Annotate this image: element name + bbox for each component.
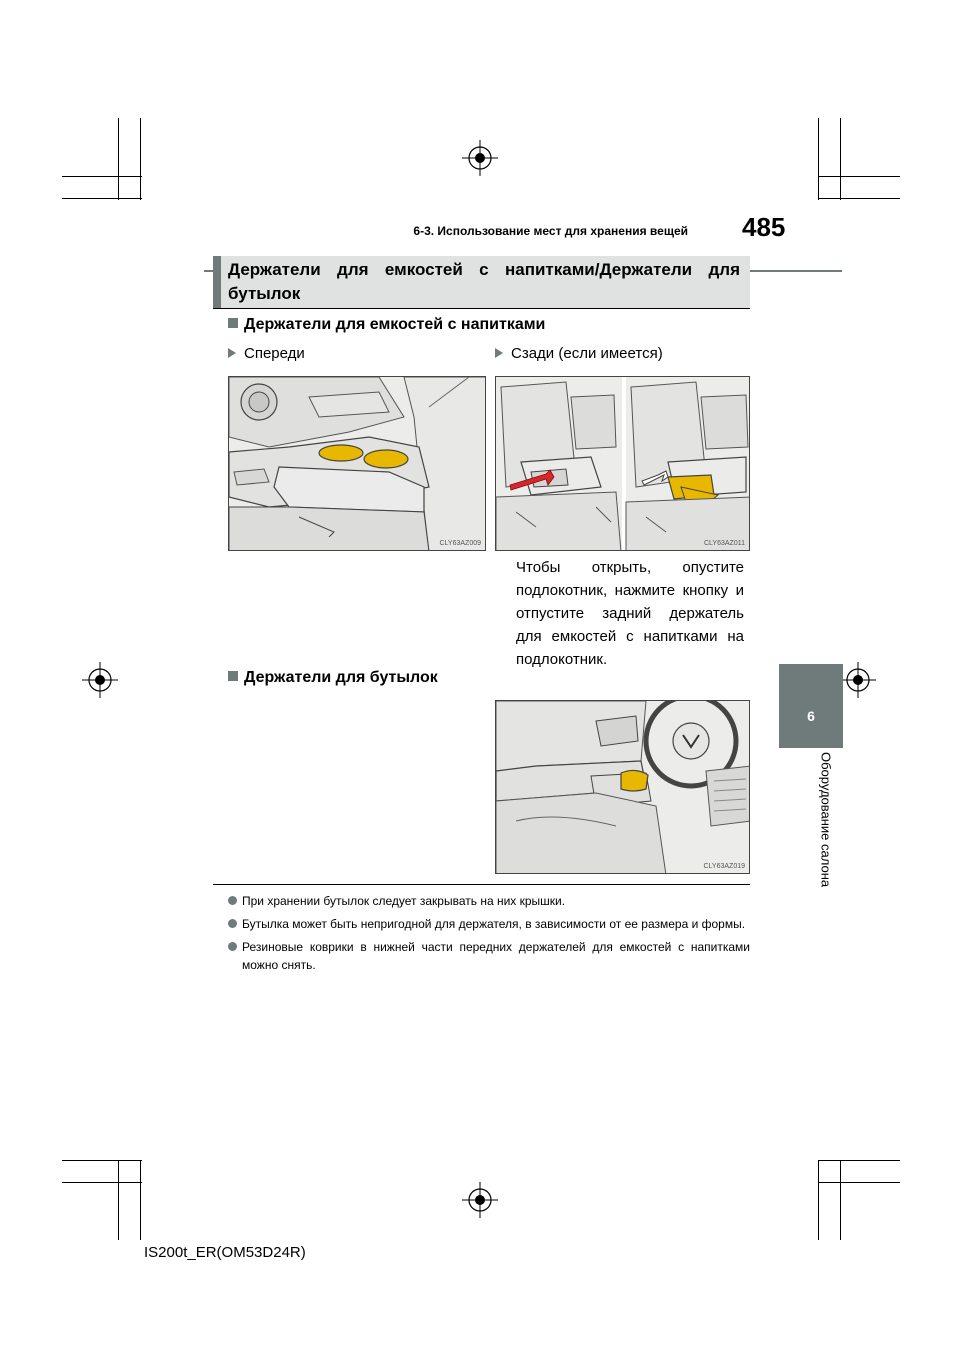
registration-mark-icon: [462, 140, 498, 176]
note-text: Резиновые коврики в нижней части передних держателей для емкостей с напитками можно снять.: [242, 940, 750, 972]
crop-mark: [818, 1182, 900, 1183]
crop-mark: [140, 1160, 141, 1240]
square-bullet-icon: [228, 318, 238, 328]
rear-cup-holder-figure: [495, 376, 750, 551]
rear-label: [495, 345, 663, 362]
cup-holders-heading: [228, 316, 545, 334]
round-bullet-icon: [228, 896, 237, 905]
topic-heading: Держатели для емкостей с напитками/Держатели для бутылок: [228, 260, 740, 303]
crop-mark: [818, 118, 819, 200]
heading-underline: [213, 308, 750, 309]
bottle-holder-figure: [495, 700, 750, 874]
rear-description: Чтобы открыть, опустите подлокотник, нажмите кнопку и отпустите задний держатель для емкостей с напитками на подлокотник.: [516, 559, 744, 668]
crop-mark: [818, 176, 900, 177]
round-bullet-icon: [228, 919, 237, 928]
crop-mark: [818, 1160, 819, 1240]
triangle-bullet-icon: [495, 348, 503, 358]
registration-mark-icon: [840, 662, 876, 698]
crop-mark: [118, 118, 119, 200]
crop-mark: [818, 198, 900, 199]
note-text: При хранении бутылок следует закрывать на них крышки.: [242, 894, 566, 908]
bottle-holders-heading: [228, 669, 438, 687]
document-code: IS200t_ER(OM53D24R): [144, 1244, 306, 1261]
figure-code: CLY63AZ011: [704, 540, 745, 547]
front-console-illustration: [229, 377, 486, 551]
figure-code: CLY63AZ019: [703, 863, 745, 870]
cup-holders-heading-text: Держатели для емкостей с напитками: [244, 316, 546, 333]
front-label-text: Спереди: [244, 345, 305, 362]
notes-list: [228, 892, 750, 979]
rear-armrest-illustration: [496, 377, 750, 551]
crop-mark: [62, 198, 142, 199]
chapter-title: Оборудование салона: [818, 752, 834, 888]
note-item: [228, 915, 750, 933]
door-bottle-holder-illustration: [496, 701, 750, 874]
note-item: [228, 938, 750, 974]
crop-mark: [840, 1160, 841, 1240]
triangle-bullet-icon: [228, 348, 236, 358]
section-title: 6-3. Использование мест для хранения вещей: [413, 224, 688, 238]
square-bullet-icon: [228, 671, 238, 681]
topic-heading-bar: [213, 256, 221, 308]
chapter-tab: 6: [779, 664, 843, 748]
rear-label-text: Сзади (если имеется): [511, 345, 663, 362]
notes-divider: [213, 884, 750, 885]
crop-mark: [140, 118, 141, 200]
crop-mark: [62, 1182, 142, 1183]
chapter-title-vertical: [811, 752, 841, 932]
note-text: Бутылка может быть непригодной для держателя, в зависимости от ее размера и формы.: [242, 917, 746, 931]
registration-mark-icon: [82, 662, 118, 698]
crop-mark: [818, 1160, 900, 1161]
note-item: [228, 892, 750, 910]
front-cup-holder-figure: [228, 376, 486, 551]
figure-code: CLY63AZ009: [439, 540, 481, 547]
front-label: [228, 345, 305, 362]
page-number: 485: [742, 212, 786, 242]
crop-mark: [118, 1160, 119, 1240]
round-bullet-icon: [228, 942, 237, 951]
registration-mark-icon: [462, 1182, 498, 1218]
crop-mark: [62, 1160, 142, 1161]
crop-mark: [62, 176, 142, 177]
bottle-holders-heading-text: Держатели для бутылок: [244, 669, 438, 686]
crop-mark: [840, 118, 841, 200]
